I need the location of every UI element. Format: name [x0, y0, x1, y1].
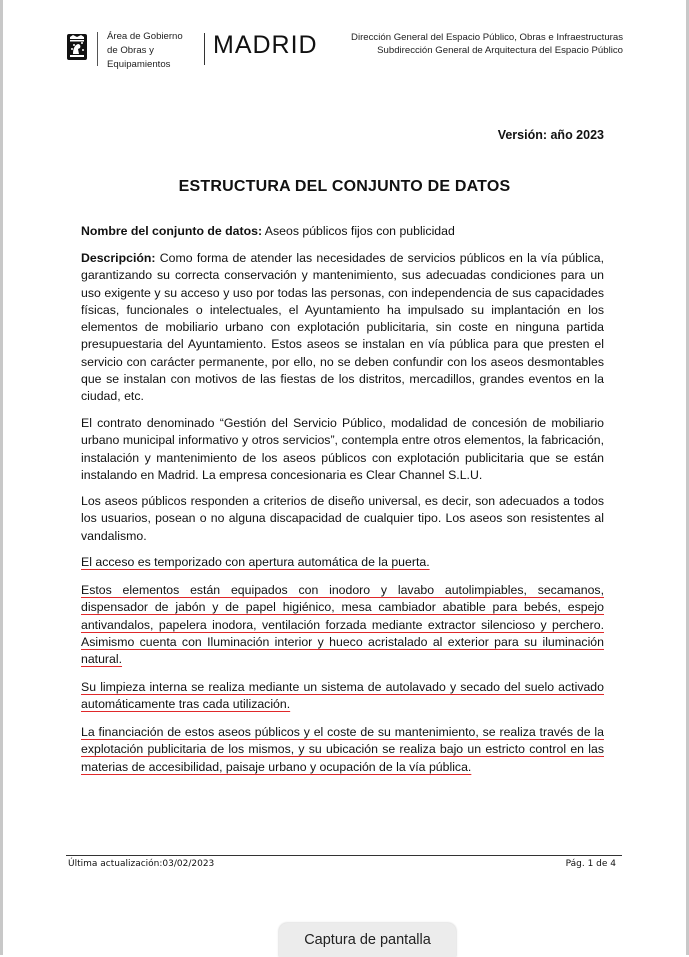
last-updated: Última actualización:03/02/2023 [68, 859, 215, 869]
madrid-logo-text: MADRID [213, 31, 318, 59]
paragraph-equipment: Estos elementos están equipados con inodoro y lavabo autolimpiables, secamanos, dispensador de jabón y de papel higiénico, mesa cambiador abatible para bebés, espejo antivandalos, papelera inodora, ventilación forzada mediante extractor silencioso y perchero. Asimismo cuenta con Iluminación interior y hueco acristalado al exterior para su iluminación natural. [81, 583, 604, 667]
logo-divider [204, 33, 205, 65]
header-divider [97, 32, 98, 66]
area-gobierno-label: Área de Gobierno de Obras y Equipamientos [107, 31, 183, 70]
version-label: Versión: año 2023 [497, 128, 604, 142]
dataset-description: Descripción: Como forma de atender las necesidades de servicios públicos en la vía pública, garantizando su correcta conservación y mantenimiento, sus adecuadas condiciones para un uso exigente y su acceso y uso por todas las personas, con independencia de sus capacidades físicas, funcionales o intelectuales, el Ayuntamiento ha impulsado su implantación en los elementos de mobiliario urbano con explotación publicitaria, sin coste en ninguna partida presupuestaria del Ayuntamiento. Estos aseos se instalan en vía pública para que presten el servicio con carácter permanente, por ello, no se deben confundir con los aseos desmontables que se instalan con motivos de las fiestas de los distritos, mercadillos, grandes eventos en la ciudad, etc. [81, 251, 604, 404]
direction-label: Dirección General del Espacio Público, Obras e Infraestructuras Subdirección General de Arquitectura del Espacio Público [351, 32, 623, 56]
paragraph-contract: El contrato denominado “Gestión del Servicio Público, modalidad de concesión de mobiliario urbano municipal informativo y otros servicios”, contempla entre otros elementos, la fabricación, instalación y mantenimiento de los aseos públicos con explotación publicitaria que se están instalando en Madrid. La empresa concesionaria es Clear Channel S.L.U. [81, 416, 604, 482]
madrid-crest-icon [66, 33, 88, 61]
dataset-name: Nombre del conjunto de datos: Aseos públicos fijos con publicidad [81, 224, 455, 238]
paragraph-financing: La financiación de estos aseos públicos y el coste de su mantenimiento, se realiza través de la explotación publicitaria de los mismos, y su ubicación se realiza bajo un estricto control en las materias de accesibilidad, paisaje urbano y ocupación de la vía pública. [81, 725, 604, 774]
paragraph-access: El acceso es temporizado con apertura automática de la puerta. [81, 555, 430, 569]
window-edge-left [0, 0, 3, 955]
page-title: ESTRUCTURA DEL CONJUNTO DE DATOS [178, 178, 511, 195]
screenshot-capture-button[interactable]: Captura de pantalla [279, 923, 456, 957]
page-number: Pág. 1 de 4 [565, 859, 616, 869]
paragraph-cleaning: Su limpieza interna se realiza mediante un sistema de autolavado y secado del suelo activado automáticamente tras cada utilización. [81, 680, 604, 712]
paragraph-universal-design: Los aseos públicos responden a criterios de diseño universal, es decir, son adecuados a todos los usuarios, posean o no alguna discapacidad de cualquier tipo. Los aseos son resistentes al vandalismo. [81, 494, 604, 543]
footer-divider [66, 855, 622, 856]
